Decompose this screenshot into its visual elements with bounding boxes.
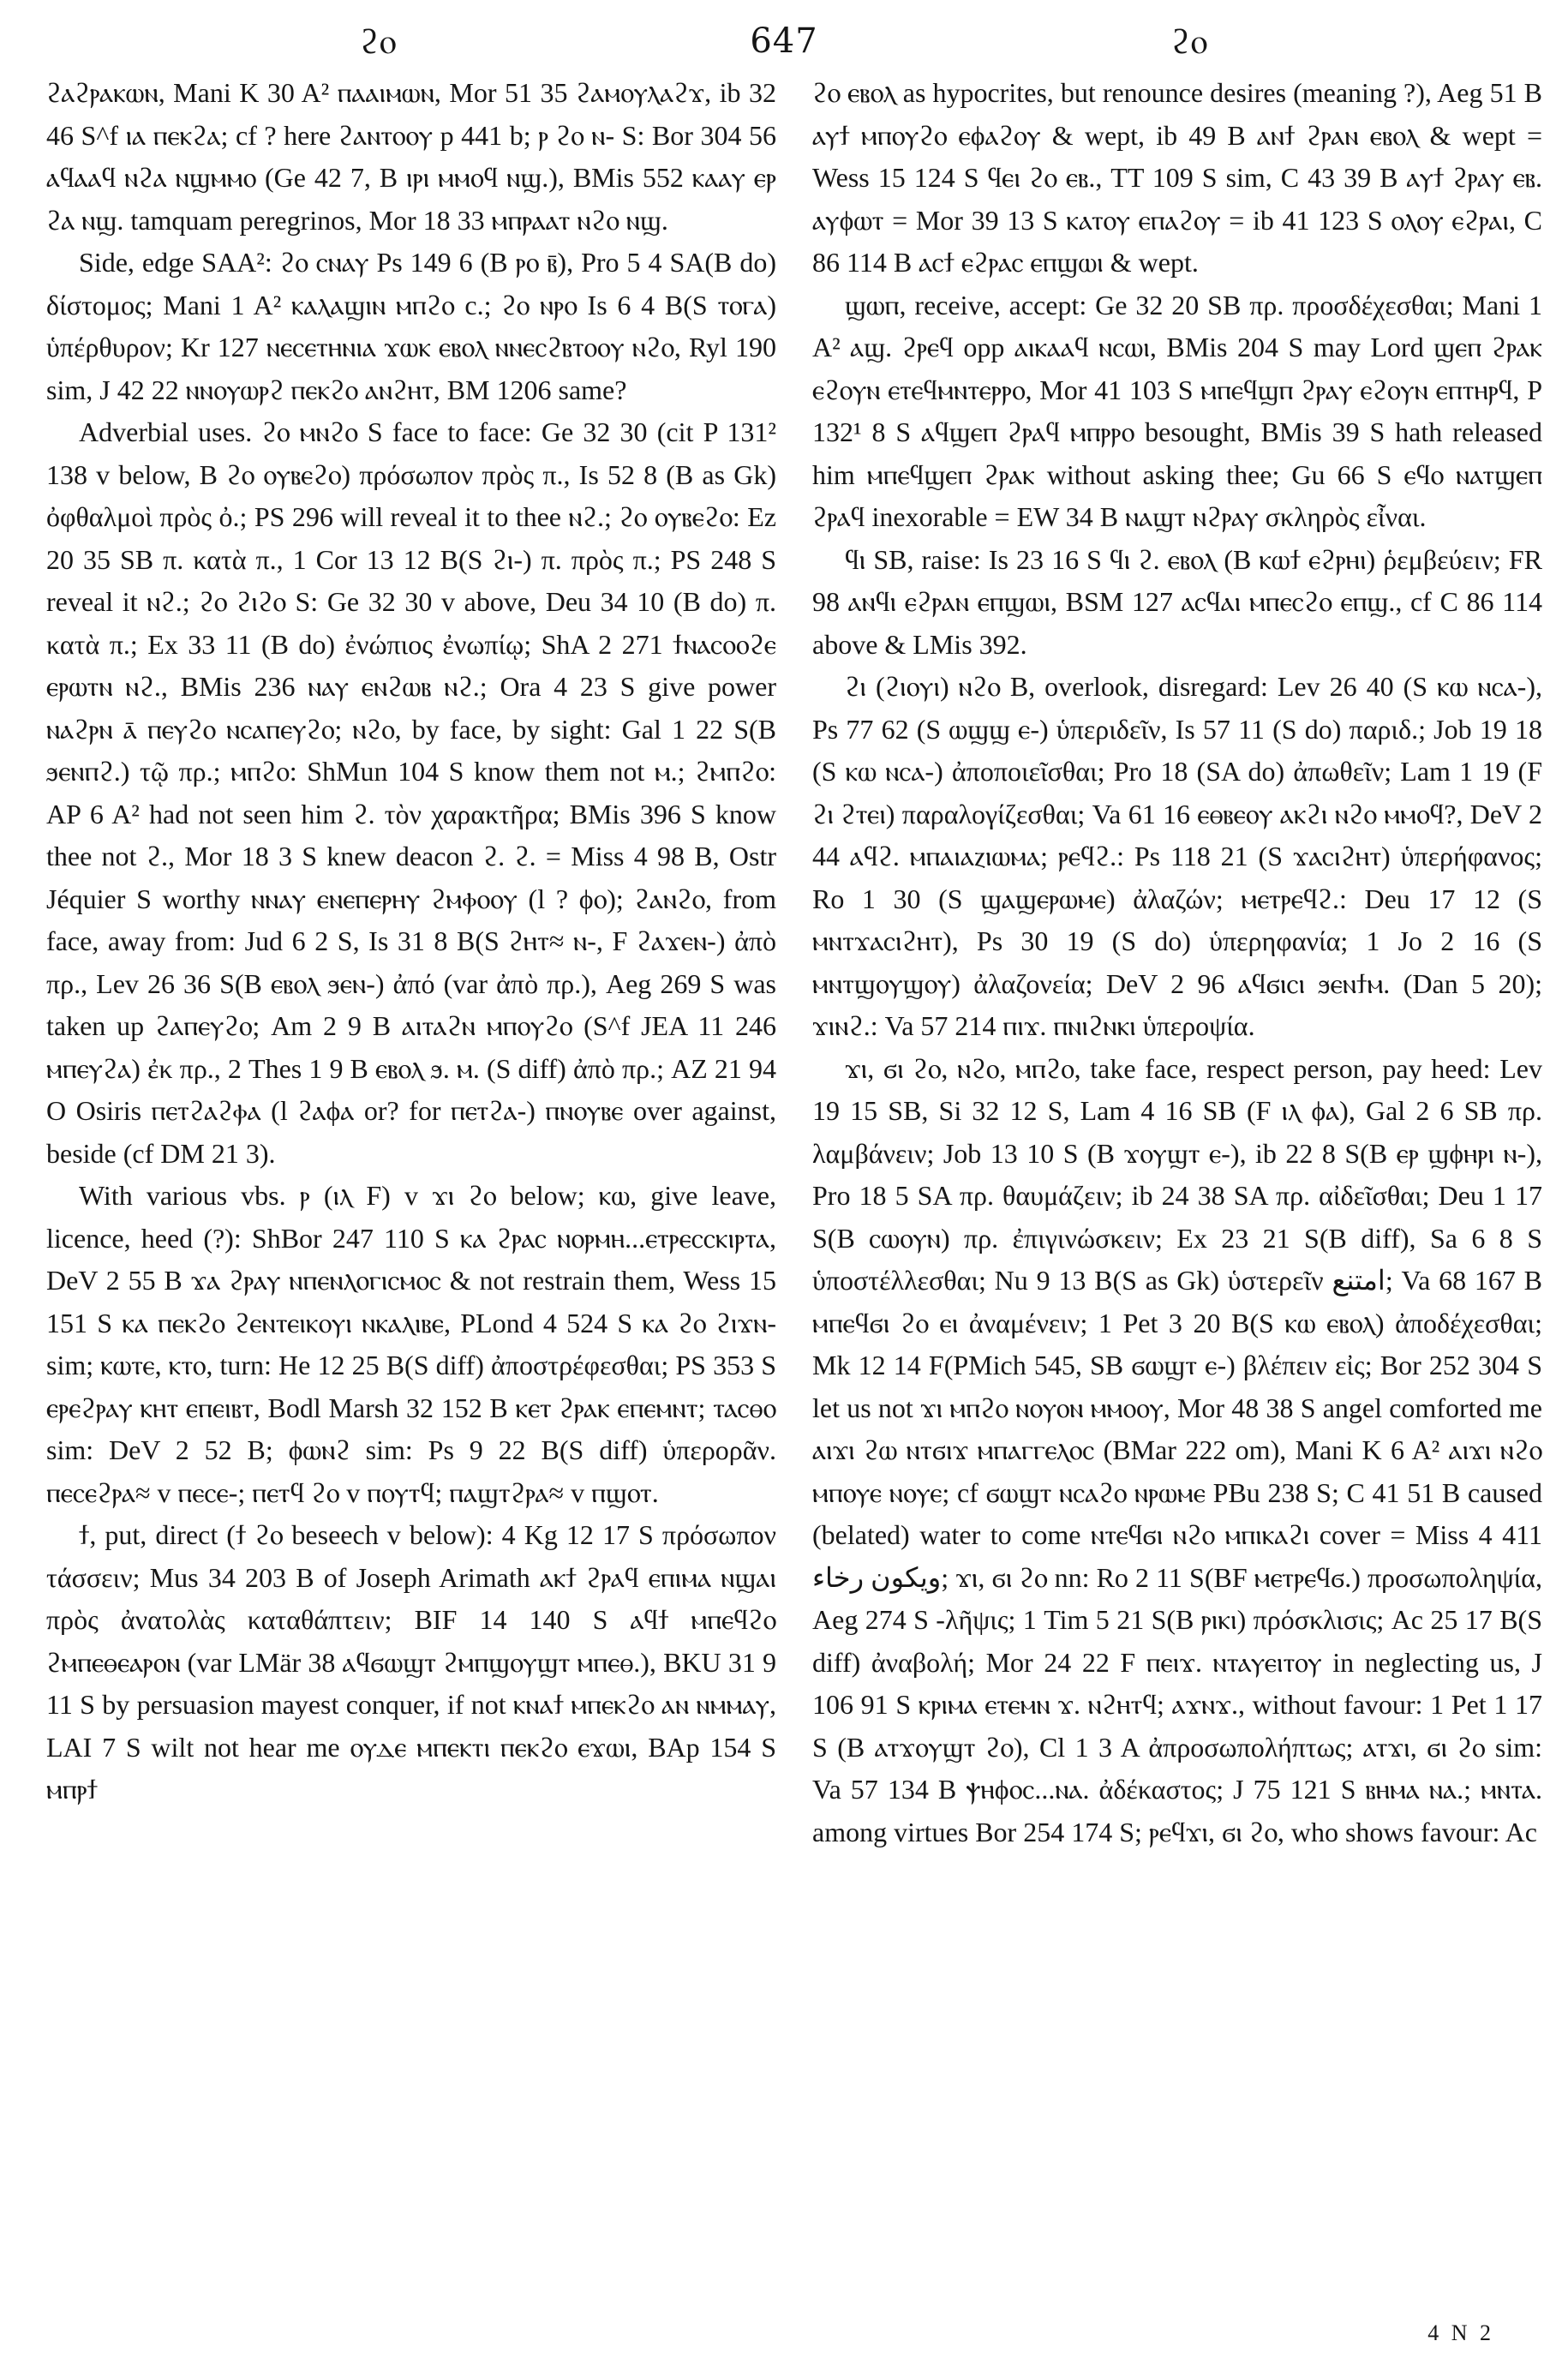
right-headword: ϩⲟ bbox=[1170, 21, 1208, 62]
left-column bbox=[46, 72, 776, 1811]
signature-mark: 4 N 2 bbox=[1427, 2320, 1494, 2345]
entry-paragraph: With various vbs. ⲣ (ⲓⲗ F) v ϫⲓ ϩⲟ below; ⲕⲱ, give leave, licence, heed (?): ShBor 247 110 S ⲕⲁ ϩⲣⲁⲥ ⲛⲟⲣⲙⲏ...ⲉⲧⲣⲉⲥⲥⲕⲓⲣⲧⲁ, DeV 2 55 B ϫⲁ ϩⲣⲁⲩ ⲛⲡⲉⲛⲗⲟⲅⲓⲥⲙⲟⲥ & not restrain them, Wess 15 151 S ⲕⲁ ⲡⲉⲕϩⲟ ϩⲉⲛⲧⲉⲓⲕⲟⲩⲓ ⲛⲕⲁⲗⲓⲃⲉ, PLond 4 524 S ⲕⲁ ϩⲟ ϩⲓϫⲛ- sim; ⲕⲱⲧⲉ, ⲕⲧⲟ, turn: He 12 25 B(S diff) ἀποστρέφεσθαι; PS 353 S ⲉⲣⲉϩⲣⲁⲩ ⲕⲏⲧ ⲉⲡⲉⲓⲃⲧ, Bodl Marsh 32 152 B ⲕⲉⲧ ϩⲣⲁⲕ ⲉⲡⲉⲙⲛⲧ; ⲧⲁⲥⲑⲟ sim: DeV 2 52 B; ϕⲱⲛϩ sim: Ps 9 22 B(S diff) ὑπερορᾶν. ⲡⲉⲥⲉϩⲣⲁ≈ v ⲡⲉⲥⲉ-; ⲡⲉⲧϥ ϩⲟ v ⲡⲟⲩⲧϥ; ⲡⲁϣⲧϩⲣⲁ≈ v ⲡϣⲟⲧ. bbox=[46, 1180, 776, 1508]
entry-paragraph: ϫⲓ, ϭⲓ ϩⲟ, ⲛϩⲟ, ⲙⲡϩⲟ, take face, respect person, pay heed: Lev 19 15 SB, Si 32 12 S, Lam 4 16 SB (F ⲓⲗ ϕⲁ), Gal 2 6 SB πρ. λαμβάνειν; Job 13 10 S (B ϫⲟⲩϣⲧ ⲉ-), ib 22 8 S(B ⲉⲣ ϣϕⲏⲣⲓ ⲛ-), Pro 18 5 SA πρ. θαυμάζειν; ib 24 38 SA πρ. αἰδεῖσθαι; Deu 1 17 S(B ⲥⲱⲟⲩⲛ) πρ. ἐπιγινώσκειν; Ex 23 21 S(B diff), Sa 6 8 S ὑποστέλλεσθαι; Nu 9 13 B(S as Gk) ὑστερεῖν امتنع; Va 68 167 B ⲙⲡⲉϥϭⲓ ϩⲟ ⲉⲓ ἀναμένειν; 1 Pet 3 20 B(S ⲕⲱ ⲉⲃⲟⲗ) ἀποδέχεσθαι; Mk 12 14 F(PMich 545, SB ϭⲱϣⲧ ⲉ-) βλέπειν εἰς; Bor 252 304 S let us not ϫⲓ ⲙⲡϩⲟ ⲛⲟⲩⲟⲛ ⲙⲙⲟⲟⲩ, Mor 48 38 S angel comforted me ⲁⲓϫⲓ ϩⲱ ⲛⲧϭⲓϫ ⲙⲡⲁⲅⲅⲉⲗⲟⲥ (BMar 222 om), Mani K 6 A² ⲁⲓϫⲓ ⲛϩⲟ ⲙⲡⲟⲩⲉ ⲛⲟⲩⲉ; cf ϭⲱϣⲧ ⲛⲥⲁϩⲟ ⲛⲣⲱⲙⲉ PBu 238 S; C 41 51 B caused (belated) water to come ⲛⲧⲉϥϭⲓ ⲛϩⲟ ⲙⲡⲓⲕⲁϩⲓ cover = Miss 4 411 ويكون رخاء; ϫⲓ, ϭⲓ ϩⲟ nn: Ro 2 11 S(BF ⲙⲉⲧⲣⲉϥϭ.) προσωποληψία, Aeg 274 S -λῆψις; 1 Tim 5 21 S(B ⲣⲓⲕⲓ) πρόσκλισις; Ac 25 17 B(S diff) ἀναβολή; Mor 24 22 F ⲡⲉⲓϫ. ⲛⲧⲁⲩⲉⲓⲧⲟⲩ in neglecting us, J 106 91 S ⲕⲣⲓⲙⲁ ⲉⲧⲉⲙⲛ ϫ. ⲛϩⲏⲧϥ; ⲁϫⲛϫ., without favour: 1 Pet 1 17 S (B ⲁⲧϫⲟⲩϣⲧ ϩⲟ), Cl 1 3 A ἀπροσωπολήπτως; ⲁⲧϫⲓ, ϭⲓ ϩⲟ sim: Va 57 134 B ⲯⲏϕⲟⲥ...ⲛⲁ. ἀδέκαστος; J 75 121 S ⲃⲏⲙⲁ ⲛⲁ.; ⲙⲛⲧⲁ. among virtues Bor 254 174 S; ⲣⲉϥϫⲓ, ϭⲓ ϩⲟ, who shows favour: Ac bbox=[812, 1052, 1542, 1847]
left-headword: ϩⲟ bbox=[360, 21, 398, 62]
entry-paragraph: Adverbial uses. ϩⲟ ⲙⲛϩⲟ S face to face: Ge 32 30 (cit P 131² 138 v below, B ϩⲟ ⲟⲩⲃⲉϩⲟ) πρόσωπον πρὸς π., Is 52 8 (B as Gk) ὀφθαλμοὶ πρὸς ὀ.; PS 296 will reveal it to thee ⲛϩ.; ϩⲟ ⲟⲩⲃⲉϩⲟ: Ez 20 35 SB π. κατὰ π., 1 Cor 13 12 B(S ϩⲓ-) π. πρὸς π.; PS 248 S reveal it ⲛϩ.; ϩⲟ ϩⲓϩⲟ S: Ge 32 30 v above, Deu 34 10 (B do) π. κατὰ π.; Ex 33 11 (B do) ἐνώπιος ἐνωπίῳ; ShA 2 271 ϯⲛⲁⲥⲟⲟϩⲉ ⲉⲣⲱⲧⲛ ⲛϩ., BMis 236 ⲛⲁⲩ ⲉⲛϩⲱⲃ ⲛϩ.; Ora 4 23 S give power ⲛⲁϩⲣⲛ ⲁ̄ ⲡⲉⲩϩⲟ ⲛⲥⲁⲡⲉⲩϩⲟ; ⲛϩⲟ, by face, by sight: Gal 1 22 S(B ϧⲉⲛⲡϩ.) τῷ πρ.; ⲙⲡϩⲟ: ShMun 104 S know them not ⲙ.; ϩⲙⲡϩⲟ: AP 6 A² had not seen him ϩ. τὸν χαρακτῆρα; BMis 396 S know thee not ϩ., Mor 18 3 S knew deacon ϩ. ϩ. = Miss 4 98 B, Ostr Jéquier S worthy ⲛⲛⲁⲩ ⲉⲛⲉⲡⲉⲣⲏⲩ ϩⲙⲫⲟⲟⲩ (l ? ϕⲟ); ϩⲁⲛϩⲟ, from face, away from: Jud 6 2 S, Is 31 8 B(S ϩⲏⲧ≈ ⲛ-, F ϩⲁϫⲉⲛ-) ἀπὸ πρ., Lev 26 36 S(B ⲉⲃⲟⲗ ϧⲉⲛ-) ἀπό (var ἀπὸ πρ.), Aeg 269 S was taken up ϩⲁⲡⲉⲩϩⲟ; Am 2 9 B ⲁⲓⲧⲁϩⲛ ⲙⲡⲟⲩϩⲟ (S^f JEA 11 246 ⲙⲡⲉⲩϩⲁ) ἐκ πρ., 2 Thes 1 9 B ⲉⲃⲟⲗ ϧ. ⲙ. (S diff) ἀπὸ πρ.; AZ 21 94 O Osiris ⲡⲉⲧϩⲁϩⲫⲁ (l ϩⲁϕⲁ or? for ⲡⲉⲧϩⲁ-) ⲡⲛⲟⲩⲃⲉ over against, beside (cf DM 21 3). bbox=[46, 416, 776, 1169]
entry-paragraph: ϩⲓ (ϩⲓⲟⲩⲓ) ⲛϩⲟ B, overlook, disregard: Lev 26 40 (S ⲕⲱ ⲛⲥⲁ-), Ps 77 62 (S ⲱϣϣ ⲉ-) ὑπεριδεῖν, Is 57 11 (S do) παριδ.; Job 19 18 (S ⲕⲱ ⲛⲥⲁ-) ἀποποιεῖσθαι; Pro 18 (SA do) ἀπωθεῖν; Lam 1 19 (F ϩⲓ ϩⲧⲉⲓ) παραλογίζεσθαι; Va 61 16 ⲉⲑⲃⲉⲟⲩ ⲁⲕϩⲓ ⲛϩⲟ ⲙⲙⲟϥ?, DeV 2 44 ⲁϥϩ. ⲙⲡⲁⲓⲁⲍⲓⲱⲙⲁ; ⲣⲉϥϩ.: Ps 118 21 (S ϫⲁⲥⲓϩⲏⲧ) ὑπερήφανος; Ro 1 30 (S ϣⲁϣⲉⲣⲱⲙⲉ) ἀλαζών; ⲙⲉⲧⲣⲉϥϩ.: Deu 17 12 (S ⲙⲛⲧϫⲁⲥⲓϩⲏⲧ), Ps 30 19 (S do) ὑπερηφανία; 1 Jo 2 16 (S ⲙⲛⲧϣⲟⲩϣⲟⲩ) ἀλαζονεία; DeV 2 96 ⲁϥϭⲓⲥⲓ ϧⲉⲛϯⲙ. (Dan 5 20); ϫⲓⲛϩ.: Va 57 214 ⲡⲓϫ. ⲡⲛⲓϩⲛⲕⲓ ὑπεροψία. bbox=[812, 671, 1542, 1041]
page-number: 647 bbox=[750, 21, 818, 61]
running-header bbox=[60, 15, 1508, 67]
right-column bbox=[812, 72, 1542, 1853]
entry-paragraph: ϯ, put, direct (ϯ ϩⲟ beseech v below): 4 Kg 12 17 S πρόσωπον τάσσειν; Mus 34 203 B of Joseph Arimath ⲁⲕϯ ϩⲣⲁϥ ⲉⲡⲓⲙⲁ ⲛϣⲁⲓ πρὸς ἀνατολὰς καταθάπτειν; BIF 14 140 S ⲁϥϯ ⲙⲡⲉϥϩⲟ ϩⲙⲡⲉⲑⲉⲁⲣⲟⲛ (var LMär 38 ⲁϥϭⲱϣⲧ ϩⲙⲡϣⲟⲩϣⲧ ⲙⲡⲉⲑ.), BKU 31 9 11 S by persuasion mayest conquer, if not ⲕⲛⲁϯ ⲙⲡⲉⲕϩⲟ ⲁⲛ ⲛⲙⲙⲁⲩ, LAI 7 S wilt not hear me ⲟⲩⲇⲉ ⲙⲡⲉⲕⲧⲓ ⲡⲉⲕϩⲟ ⲉϫⲱⲓ, BAp 154 S ⲙⲡⲣϯ bbox=[46, 1519, 776, 1805]
entry-paragraph: ϥⲓ SB, raise: Is 23 16 S ϥⲓ ϩ. ⲉⲃⲟⲗ (B ⲕⲱϯ ⲉϩⲣⲏⲓ) ῥεμβεύειν; FR 98 ⲁⲛϥⲓ ⲉϩⲣⲁⲛ ⲉⲡϣⲱⲓ, BSM 127 ⲁⲥϥⲁⲓ ⲙⲡⲉⲥϩⲟ ⲉⲡϣ., cf C 86 114 above & LMis 392. bbox=[812, 543, 1542, 660]
entry-paragraph: ϩⲁϩⲣⲁⲕⲱⲛ, Mani K 30 A² ⲡⲁⲁⲓⲙⲱⲛ, Mor 51 35 ϩⲁⲙⲟⲩⲗⲁϩϫ, ib 32 46 S^f ⲓⲁ ⲡⲉⲕϩⲁ; cf ? here ϩⲁⲛⲧⲟⲟⲩ p 441 b; ⲣ ϩⲟ ⲛ- S: Bor 304 56 ⲁϥⲁⲁϥ ⲛϩⲁ ⲛϣⲙⲙⲟ (Ge 42 7, B ⲓⲣⲓ ⲙⲙⲟϥ ⲛϣ.), BMis 552 ⲕⲁⲁⲩ ⲉⲣ ϩⲁ ⲛϣ. tamquam peregrinos, Mor 18 33 ⲙⲡⲣⲁⲁⲧ ⲛϩⲟ ⲛϣ. bbox=[46, 77, 776, 236]
entry-paragraph: Side, edge SAA²: ϩⲟ ⲥⲛⲁⲩ Ps 149 6 (B ⲣⲟ ⲃ̄), Pro 5 4 SA(B do) δίστομος; Mani 1 A² ⲕⲁⲗⲁϣⲓⲛ ⲙⲡϩⲟ c.; ϩⲟ ⲛⲣⲟ Is 6 4 B(S ⲧⲟⲅⲁ) ὑπέρθυρον; Kr 127 ⲛⲉⲥⲉⲧⲏⲛⲓⲁ ϫⲱⲕ ⲉⲃⲟⲗ ⲛⲛⲉⲥϩⲃⲧⲟⲟⲩ ⲛϩⲟ, Ryl 190 sim, J 42 22 ⲛⲛⲟⲩⲱⲣϩ ⲡⲉⲕϩⲟ ⲁⲛϩⲏⲧ, BM 1206 same? bbox=[46, 247, 776, 405]
entry-paragraph: ϩⲟ ⲉⲃⲟⲗ as hypocrites, but renounce desires (meaning ?), Aeg 51 B ⲁⲩϯ ⲙⲡⲟⲩϩⲟ ⲉϕⲁϩⲟⲩ & wept, ib 49 B ⲁⲛϯ ϩⲣⲁⲛ ⲉⲃⲟⲗ & wept = Wess 15 124 S ϥⲉⲓ ϩⲟ ⲉⲃ., TT 109 S sim, C 43 39 B ⲁⲩϯ ϩⲣⲁⲩ ⲉⲃ. ⲁⲩϕⲱⲧ = Mor 39 13 S ⲕⲁⲧⲟⲩ ⲉⲡⲁϩⲟⲩ = ib 41 123 S ⲟⲗⲟⲩ ⲉϩⲣⲁⲓ, C 86 114 B ⲁⲥϯ ⲉϩⲣⲁⲥ ⲉⲡϣⲱⲓ & wept. bbox=[812, 77, 1542, 278]
entry-paragraph: ϣⲱⲡ, receive, accept: Ge 32 20 SB πρ. προσδέχεσθαι; Mani 1 A² ⲁϣ. ϩⲣⲉϥ opp ⲁⲓⲕⲁⲁϥ ⲛⲥⲱⲓ, BMis 204 S may Lord ϣⲉⲡ ϩⲣⲁⲕ ⲉϩⲟⲩⲛ ⲉⲧⲉϥⲙⲛⲧⲉⲣⲣⲟ, Mor 41 103 S ⲙⲡⲉϥϣⲡ ϩⲣⲁⲩ ⲉϩⲟⲩⲛ ⲉⲡⲧⲏⲣϥ, P 132¹ 8 S ⲁϥϣⲉⲡ ϩⲣⲁϥ ⲙⲡⲣⲣⲟ besought, BMis 39 S hath released him ⲙⲡⲉϥϣⲉⲡ ϩⲣⲁⲕ without asking thee; Gu 66 S ⲉϥⲟ ⲛⲁⲧϣⲉⲡ ϩⲣⲁϥ inexorable = EW 34 B ⲛⲁϣⲧ ⲛϩⲣⲁⲩ σκληρὸς εἶναι. bbox=[812, 289, 1542, 532]
